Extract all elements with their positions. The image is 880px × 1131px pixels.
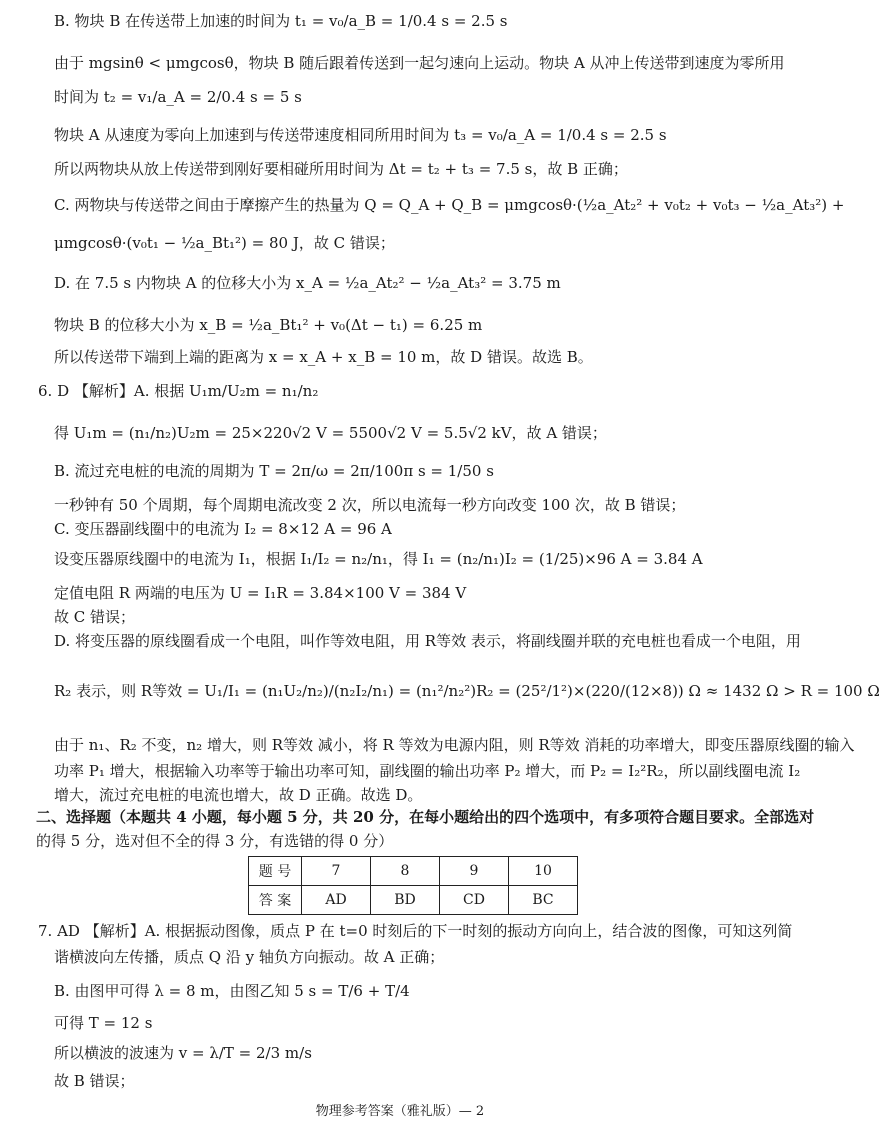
text-line: B. 由图甲可得 λ = 8 m，由图乙知 5 s = T/6 + T/4	[54, 982, 410, 1000]
text-line: 所以两物块从放上传送带到刚好要相碰所用时间为 Δt = t₂ + t₃ = 7.5 s，故 B 正确；	[54, 160, 628, 178]
table-cell: 答 案	[249, 886, 302, 915]
text-line: 由于 n₁、R₂ 不变，n₂ 增大，则 R等效 减小，将 R 等效为电源内阻，则 R等效 消耗的功率增大，即变压器原线圈的输入	[54, 736, 855, 754]
table-cell: AD	[302, 886, 371, 915]
text-line: 故 C 错误；	[54, 608, 136, 626]
text-line: 得 U₁m = (n₁/n₂)U₂m = 25×220√2 V = 5500√2 V = 5.5√2 kV，故 A 错误；	[54, 424, 607, 442]
text-line: 一秒钟有 50 个周期，每个周期电流改变 2 次，所以电流每一秒方向改变 100 次，故 B 错误；	[54, 496, 686, 514]
text-line: B. 流过充电桩的电流的周期为 T = 2π/ω = 2π/100π s = 1/50 s	[54, 462, 494, 480]
section-heading: 二、选择题（本题共 4 小题，每小题 5 分，共 20 分，在每小题给出的四个选项中，有多项符合题目要求。全部选对	[36, 808, 815, 826]
text-line: 故 B 错误；	[54, 1072, 135, 1090]
text-line: 功率 P₁ 增大，根据输入功率等于输出功率可知，副线圈的输出功率 P₂ 增大，而 P₂ = I₂²R₂，所以副线圈电流 I₂	[54, 762, 801, 780]
text-line: D. 将变压器的原线圈看成一个电阻，叫作等效电阻，用 R等效 表示，将副线圈并联的充电桩也看成一个电阻，用	[54, 632, 801, 650]
text-line: 所以传送带下端到上端的距离为 x = x_A + x_B = 10 m，故 D 错误。故选 B。	[54, 348, 593, 366]
text-line: 所以横波的波速为 v = λ/T = 2/3 m/s	[54, 1044, 312, 1062]
text-line: 的得 5 分，选对但不全的得 3 分，有选错的得 0 分）	[36, 832, 394, 850]
text-line: 由于 mgsinθ < μmgcosθ，物块 B 随后跟着传送到一起匀速向上运动。物块 A 从冲上传送带到速度为零所用	[54, 54, 785, 72]
answer-table	[248, 856, 578, 915]
text-line: B. 物块 B 在传送带上加速的时间为 t₁ = v₀/a_B = 1/0.4 s = 2.5 s	[54, 12, 508, 30]
table-cell: 10	[509, 857, 578, 886]
question-7-heading: 7. AD 【解析】A. 根据振动图像，质点 P 在 t=0 时刻后的下一时刻的振动方向向上，结合波的图像，可知这列简	[38, 922, 793, 940]
text-line: R₂ 表示，则 R等效 = U₁/I₁ = (n₁U₂/n₂)/(n₂I₂/n₁) = (n₁²/n₂²)R₂ = (25²/1²)×(220/(12×8)) Ω ≈ 1432 Ω > R = 100 Ω	[54, 682, 880, 700]
table-cell: BC	[509, 886, 578, 915]
text-line: D. 在 7.5 s 内物块 A 的位移大小为 x_A = ½a_At₂² − ½a_At₃² = 3.75 m	[54, 274, 561, 292]
table-cell: 题 号	[249, 857, 302, 886]
text-line: 可得 T = 12 s	[54, 1014, 153, 1032]
text-line: 时间为 t₂ = v₁/a_A = 2/0.4 s = 5 s	[54, 88, 302, 106]
table-cell: 7	[302, 857, 371, 886]
text-line: 定值电阻 R 两端的电压为 U = I₁R = 3.84×100 V = 384 V	[54, 584, 467, 602]
table-cell: CD	[440, 886, 509, 915]
text-line: 物块 B 的位移大小为 x_B = ½a_Bt₁² + v₀(Δt − t₁) = 6.25 m	[54, 316, 483, 334]
table-cell: BD	[371, 886, 440, 915]
table-cell: 8	[371, 857, 440, 886]
text-line: μmgcosθ·(v₀t₁ − ½a_Bt₁²) = 80 J，故 C 错误；	[54, 234, 395, 252]
text-line: C. 两物块与传送带之间由于摩擦产生的热量为 Q = Q_A + Q_B = μmgcosθ·(½a_At₂² + v₀t₂ + v₀t₃ − ½a_At₃²) +	[54, 196, 845, 214]
table-cell: 9	[440, 857, 509, 886]
page-footer: 物理参考答案（雅礼版）— 2	[315, 1104, 485, 1119]
text-line: C. 变压器副线圈中的电流为 I₂ = 8×12 A = 96 A	[54, 520, 392, 538]
text-line: 增大，流过充电桩的电流也增大，故 D 正确。故选 D。	[54, 786, 423, 804]
text-line: 物块 A 从速度为零向上加速到与传送带速度相同所用时间为 t₃ = v₀/a_A = 1/0.4 s = 2.5 s	[54, 126, 667, 144]
table-row	[249, 857, 578, 886]
table-row	[249, 886, 578, 915]
text-line: 谐横波向左传播，质点 Q 沿 y 轴负方向振动。故 A 正确；	[54, 948, 445, 966]
question-6-heading: 6. D 【解析】A. 根据 U₁m/U₂m = n₁/n₂	[38, 382, 319, 400]
text-line: 设变压器原线圈中的电流为 I₁，根据 I₁/I₂ = n₂/n₁，得 I₁ = (n₂/n₁)I₂ = (1/25)×96 A = 3.84 A	[54, 550, 703, 568]
